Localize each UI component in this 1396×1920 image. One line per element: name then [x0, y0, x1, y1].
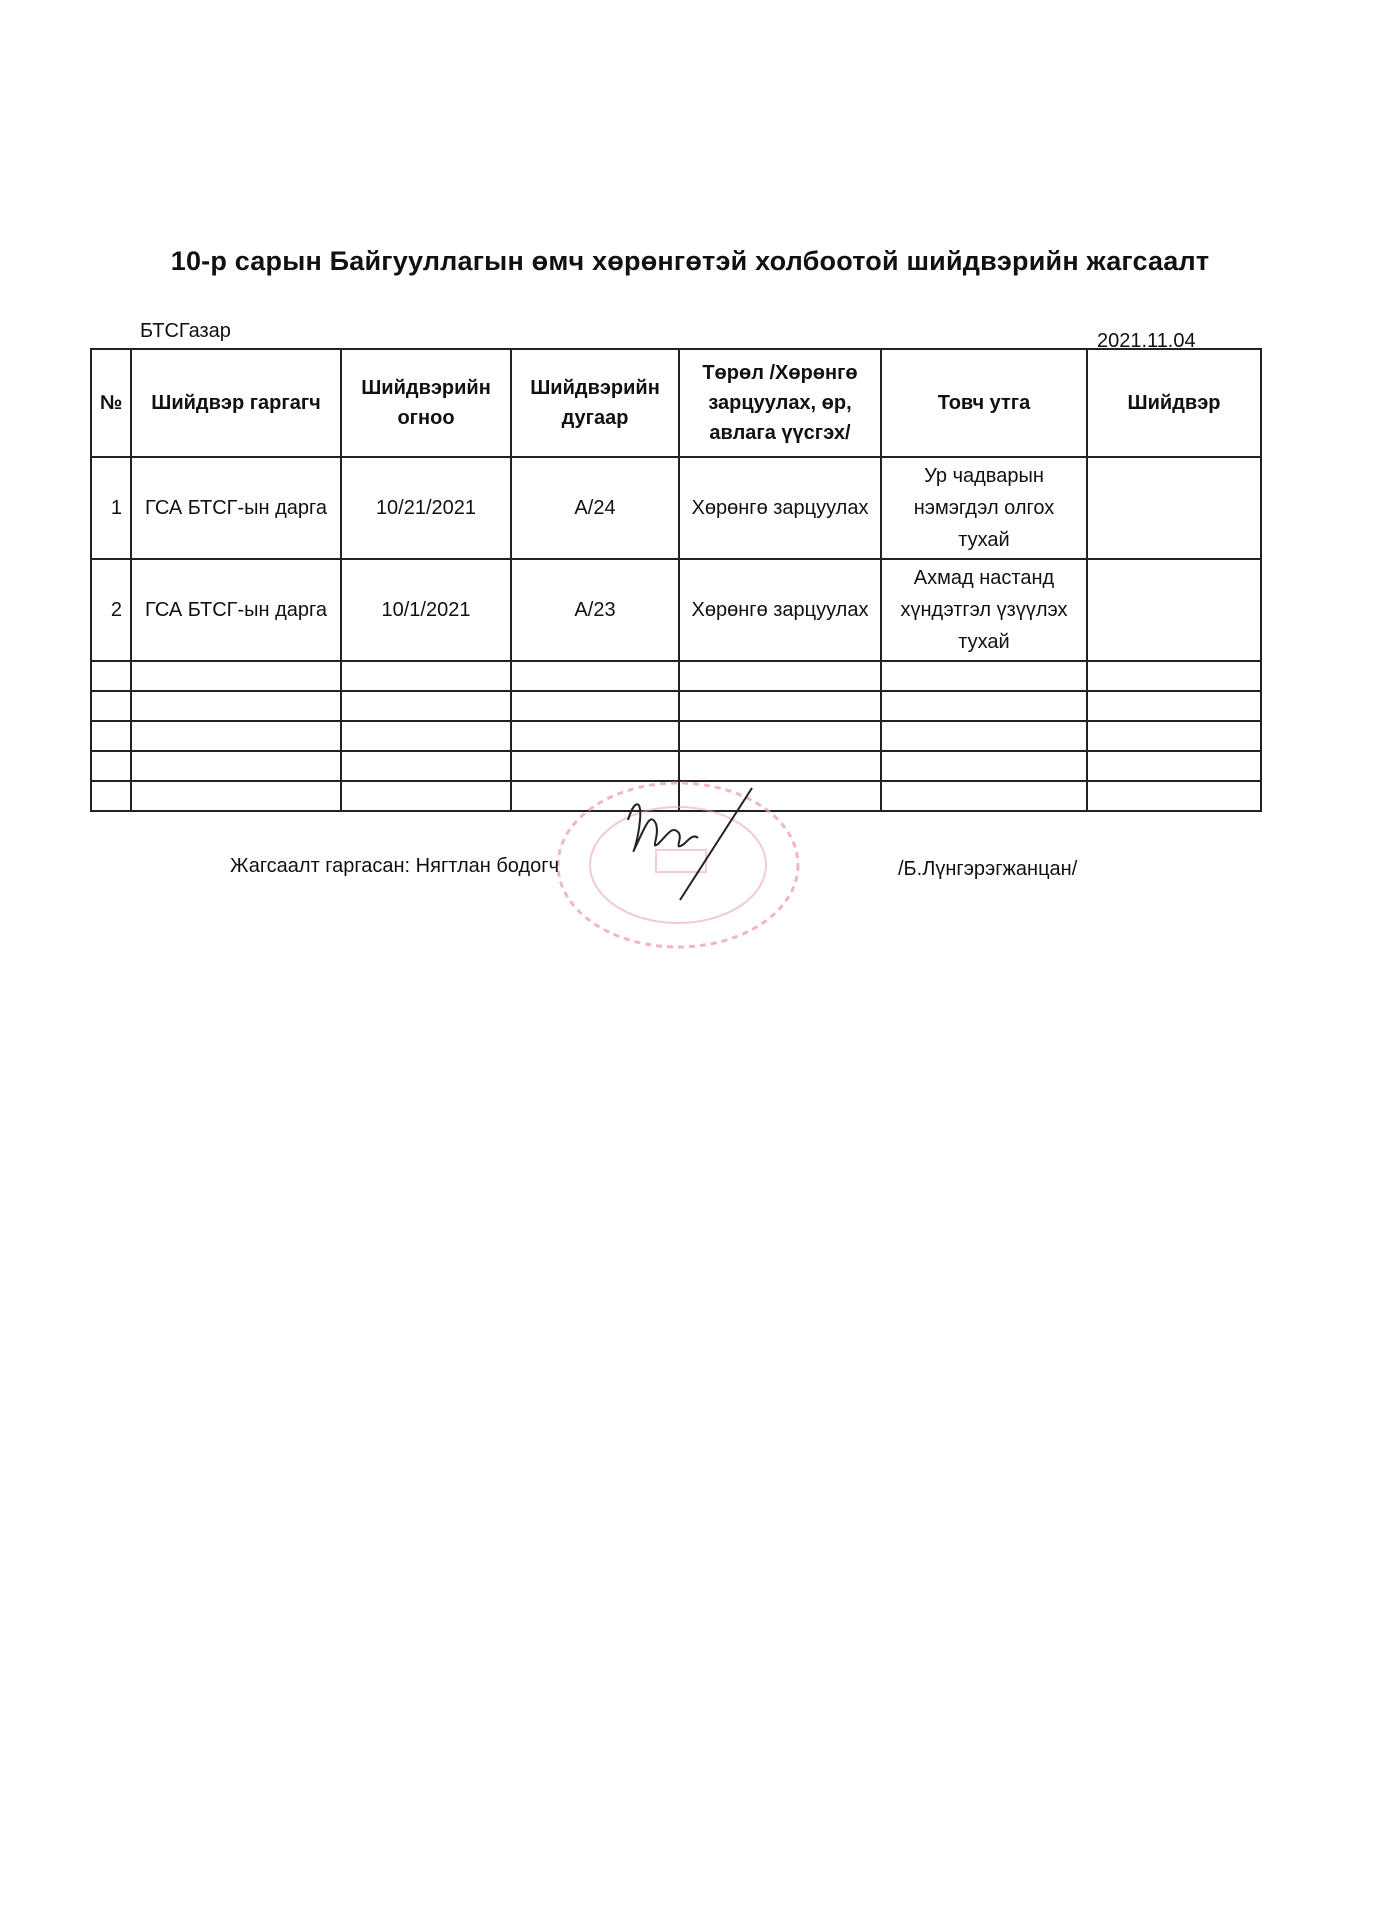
- document-date: 2021.11.04: [1097, 330, 1196, 352]
- header-summary: Товч утга: [881, 349, 1087, 457]
- table-header-row: [91, 349, 1261, 457]
- signature-icon: [620, 780, 760, 910]
- decisions-table: [90, 348, 1262, 812]
- table-row: [91, 457, 1261, 559]
- cell-no: 1: [91, 457, 131, 559]
- cell-decision-number: А/24: [511, 457, 679, 559]
- signer-name: /Б.Лүнгэрэгжанцан/: [898, 858, 1078, 880]
- empty-table-row: [91, 691, 1261, 721]
- organization-name: БТСГазар: [140, 320, 231, 342]
- page-title: 10-р сарын Байгууллагын өмч хөрөнгөтэй холбоотой шийдвэрийн жагсаалт: [170, 246, 1210, 276]
- prepared-by-label: Жагсаалт гаргасан: Нягтлан бодогч: [230, 855, 559, 877]
- empty-table-row: [91, 661, 1261, 691]
- header-issuer: Шийдвэр гаргагч: [131, 349, 341, 457]
- header-decision-date: Шийдвэрийн огноо: [341, 349, 511, 457]
- cell-type: Хөрөнгө зарцуулах: [679, 457, 881, 559]
- cell-decision-number: А/23: [511, 559, 679, 661]
- table-row: [91, 559, 1261, 661]
- cell-decision-date: 10/21/2021: [341, 457, 511, 559]
- cell-summary: Ахмад настанд хүндэтгэл үзүүлэх тухай: [881, 559, 1087, 661]
- cell-no: 2: [91, 559, 131, 661]
- cell-decision: [1087, 457, 1261, 559]
- cell-type: Хөрөнгө зарцуулах: [679, 559, 881, 661]
- cell-summary: Ур чадварын нэмэгдэл олгох тухай: [881, 457, 1087, 559]
- header-decision-number: Шийдвэрийн дугаар: [511, 349, 679, 457]
- cell-issuer: ГСА БТСГ-ын дарга: [131, 559, 341, 661]
- empty-table-row: [91, 721, 1261, 751]
- header-no: №: [91, 349, 131, 457]
- header-decision: Шийдвэр: [1087, 349, 1261, 457]
- cell-decision-date: 10/1/2021: [341, 559, 511, 661]
- header-type: Төрөл /Хөрөнгө зарцуулах, өр, авлага үүсгэх/: [679, 349, 881, 457]
- cell-issuer: ГСА БТСГ-ын дарга: [131, 457, 341, 559]
- cell-decision: [1087, 559, 1261, 661]
